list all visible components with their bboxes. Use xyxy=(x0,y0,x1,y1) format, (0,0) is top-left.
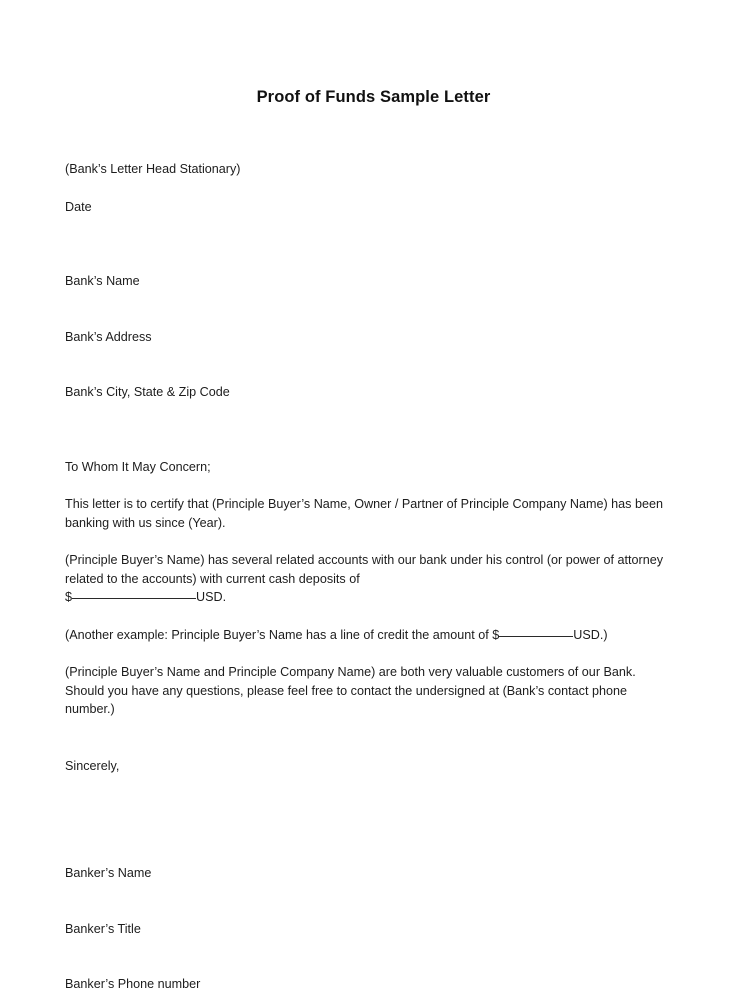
closing-salutation: Sincerely, xyxy=(65,758,120,773)
paragraph-credit-line-text-b: USD.) xyxy=(573,627,608,642)
spacer xyxy=(65,439,665,458)
bank-address-line: Bank’s Address xyxy=(65,329,152,344)
spacer xyxy=(65,216,665,235)
paragraph-accounts-text: (Principle Buyer’s Name) has several related accounts with our bank under his control (or power of attorney related to the accounts) with current cash deposits of xyxy=(65,553,667,586)
spacer xyxy=(65,476,665,495)
bank-address-block xyxy=(65,235,665,439)
salutation: To Whom It May Concern; xyxy=(65,459,211,474)
credit-amount-blank xyxy=(499,636,573,637)
paragraph-closing-remarks: (Principle Buyer’s Name and Principle Company Name) are both very valuable customers of our Bank. Should you have any questions, please feel free to contact the undersigned at (Bank’s contact phone number.) xyxy=(65,665,643,716)
bank-address-line: Bank’s Name xyxy=(65,274,140,288)
paragraph-certify: This letter is to certify that (Principle Buyer’s Name, Owner / Partner of Principle Company Name) has been banking with us since (Year). xyxy=(65,497,667,530)
page-title: Proof of Funds Sample Letter xyxy=(256,88,491,106)
spacer xyxy=(65,607,665,626)
spacer xyxy=(65,532,665,551)
paragraph-credit-line xyxy=(65,626,665,645)
signature-space xyxy=(65,775,665,827)
signature-line: Banker’s Phone number xyxy=(65,977,201,991)
signature-line: Banker’s Name xyxy=(65,866,152,880)
signature-line: Banker’s Title xyxy=(65,921,141,936)
spacer xyxy=(65,179,665,198)
paragraph-accounts xyxy=(65,551,665,607)
paragraph-credit-line-text-a: (Another example: Principle Buyer’s Name has a line of credit the amount of $ xyxy=(65,627,500,642)
currency-symbol: $ xyxy=(65,590,73,604)
date-label: Date xyxy=(65,199,92,214)
signature-block xyxy=(65,827,665,993)
letterhead-note: (Bank’s Letter Head Stationary) xyxy=(65,162,241,176)
spacer xyxy=(65,644,665,663)
spacer xyxy=(65,719,665,757)
bank-address-line: Bank’s City, State & Zip Code xyxy=(65,385,230,399)
deposit-amount-blank xyxy=(72,598,196,599)
deposit-amount-field xyxy=(65,590,226,604)
letter-body xyxy=(65,160,665,993)
currency-code: USD. xyxy=(196,590,227,604)
